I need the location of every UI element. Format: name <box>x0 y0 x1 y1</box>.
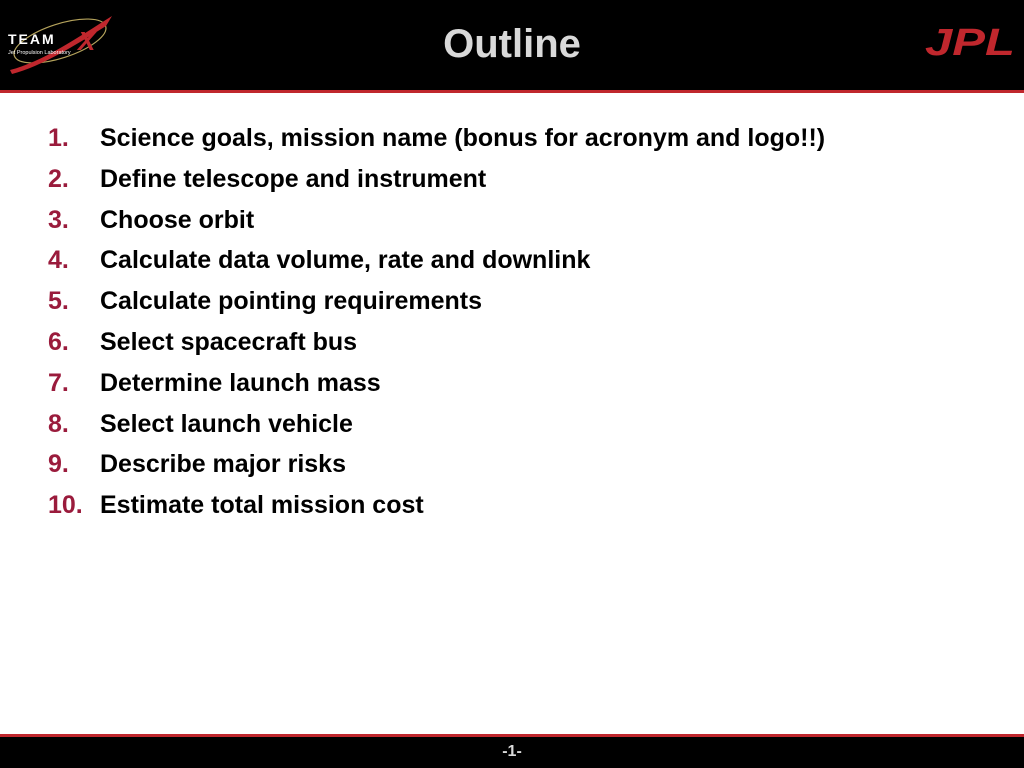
outline-list <box>48 124 825 532</box>
item-number: 2. <box>48 164 69 193</box>
page-number: -1- <box>502 743 522 760</box>
list-item <box>48 165 825 206</box>
item-text: Choose orbit <box>100 205 255 234</box>
item-number: 7. <box>48 368 69 397</box>
item-text: Select spacecraft bus <box>100 327 358 356</box>
list-item <box>48 124 825 165</box>
item-text: Select launch vehicle <box>100 409 353 438</box>
svg-text:JPL: JPL <box>925 22 1015 62</box>
item-text: Determine launch mass <box>100 368 381 397</box>
list-item <box>48 410 825 451</box>
item-text: Calculate data volume, rate and downlink <box>100 246 591 275</box>
svg-text:TEAM: TEAM <box>8 31 56 47</box>
item-number: 5. <box>48 287 69 316</box>
list-item <box>48 491 825 532</box>
item-number: 10. <box>48 491 83 520</box>
jpl-logo <box>922 20 1018 62</box>
item-number: 9. <box>48 450 69 479</box>
item-number: 1. <box>48 124 69 152</box>
slide-title: Outline <box>443 22 581 66</box>
list-item <box>48 246 825 287</box>
list-item <box>48 287 825 328</box>
item-number: 3. <box>48 205 69 234</box>
list-item <box>48 206 825 247</box>
item-text: Calculate pointing requirements <box>100 287 483 316</box>
item-text: Science goals, mission name (bonus for acronym and logo!!) <box>100 124 826 152</box>
item-text: Describe major risks <box>100 450 346 479</box>
svg-text:X: X <box>78 26 96 56</box>
item-text: Estimate total mission cost <box>100 491 424 520</box>
header-divider <box>0 90 1024 93</box>
item-number: 6. <box>48 327 69 356</box>
list-item <box>48 369 825 410</box>
list-item <box>48 328 825 369</box>
list-item <box>48 450 825 491</box>
svg-text:Jet Propulsion Laboratory: Jet Propulsion Laboratory <box>8 50 71 56</box>
item-text: Define telescope and instrument <box>100 164 487 193</box>
item-number: 4. <box>48 246 69 275</box>
item-number: 8. <box>48 409 69 438</box>
